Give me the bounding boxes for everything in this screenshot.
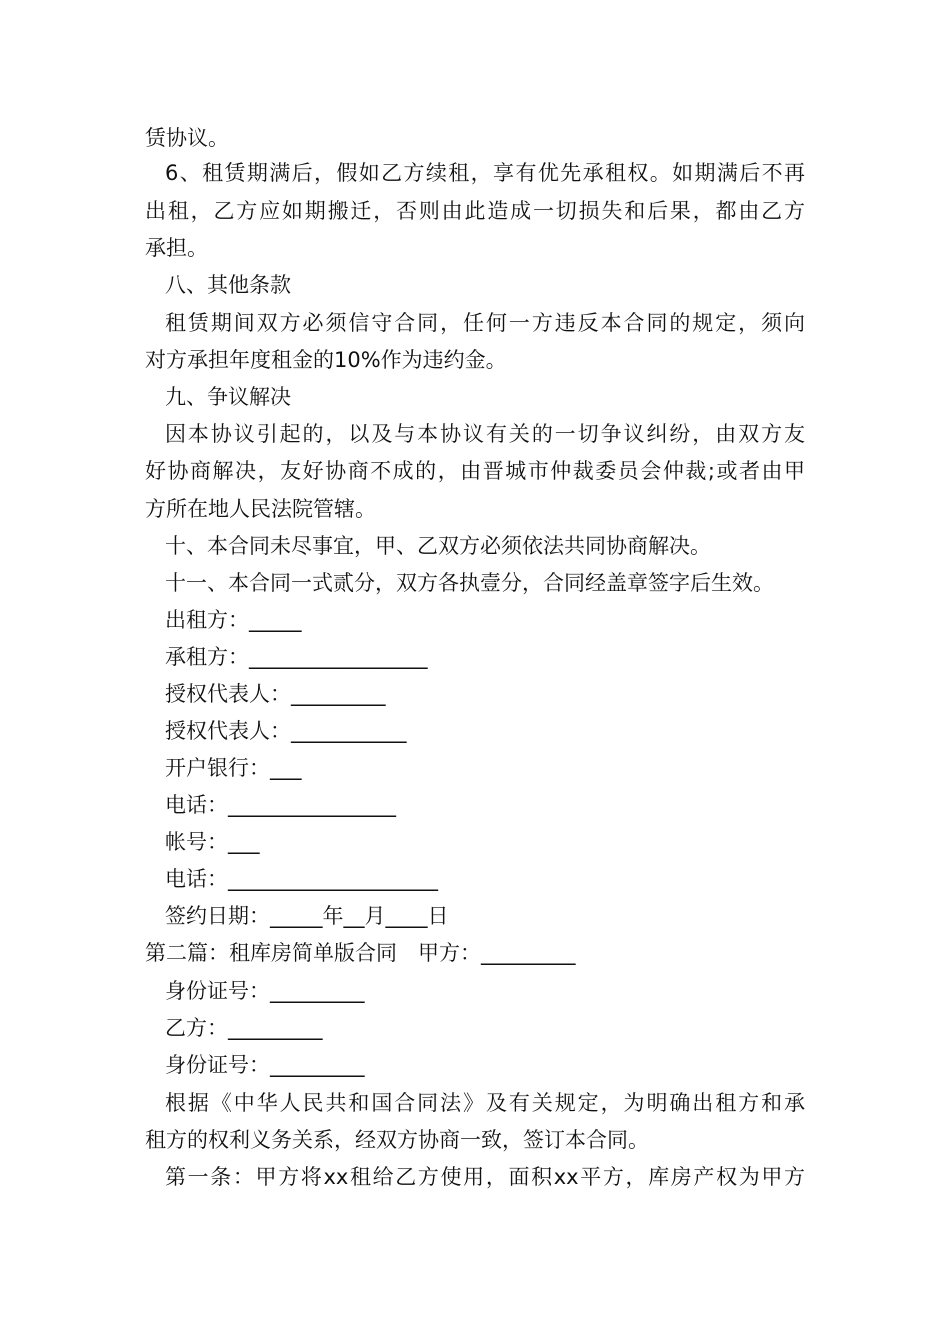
- signature-field: 电话：________________: [165, 793, 396, 817]
- signature-field: 身份证号：_________: [165, 1053, 365, 1077]
- text-line: 根据《中华人民共和国合同法》及有关规定，为明确出租方和承: [165, 1091, 805, 1115]
- text-line: 因本协议引起的，以及与本协议有关的一切争议纠纷，由双方友: [165, 422, 805, 446]
- signature-field: 出租方：_____: [165, 608, 302, 632]
- text-line: 方所在地人民法院管辖。: [145, 497, 376, 521]
- signature-field: 帐号：___: [165, 830, 260, 854]
- text-line: 承担。: [145, 236, 208, 260]
- chapter-heading: 第二篇：租库房简单版合同 甲方：_________: [145, 941, 576, 965]
- text-line: 6、租赁期满后，假如乙方续租，享有优先承租权。如期满后不再: [165, 161, 805, 185]
- text-line: 第一条：甲方将xx租给乙方使用，面积xx平方，库房产权为甲方: [165, 1165, 805, 1189]
- text-line: 租方的权利义务关系，经双方协商一致，签订本合同。: [145, 1128, 649, 1152]
- text-line: 十一、本合同一式贰分，双方各执壹分，合同经盖章签字后生效。: [165, 571, 774, 595]
- text-line: 赁协议。: [145, 126, 229, 150]
- text-line: 好协商解决，友好协商不成的，由晋城市仲裁委员会仲裁;或者由甲: [145, 459, 805, 483]
- signature-field: 电话：____________________: [165, 867, 438, 891]
- date-field: 签约日期：_____年__月____日: [165, 904, 449, 928]
- text-line: 出租，乙方应如期搬迁，否则由此造成一切损失和后果，都由乙方: [145, 199, 805, 223]
- text-line: 对方承担年度租金的10%作为违约金。: [145, 348, 507, 372]
- section-heading: 九、争议解决: [165, 385, 291, 409]
- text-line: 租赁期间双方必须信守合同，任何一方违反本合同的规定，须向: [165, 311, 805, 335]
- section-heading: 八、其他条款: [165, 273, 291, 297]
- signature-field: 开户银行：___: [165, 756, 302, 780]
- signature-field: 授权代表人：___________: [165, 719, 407, 743]
- signature-field: 身份证号：_________: [165, 979, 365, 1003]
- signature-field: 乙方：_________: [165, 1016, 323, 1040]
- signature-field: 授权代表人：_________: [165, 682, 386, 706]
- signature-field: 承租方：_________________: [165, 645, 428, 669]
- text-line: 十、本合同未尽事宜，甲、乙双方必须依法共同协商解决。: [165, 534, 711, 558]
